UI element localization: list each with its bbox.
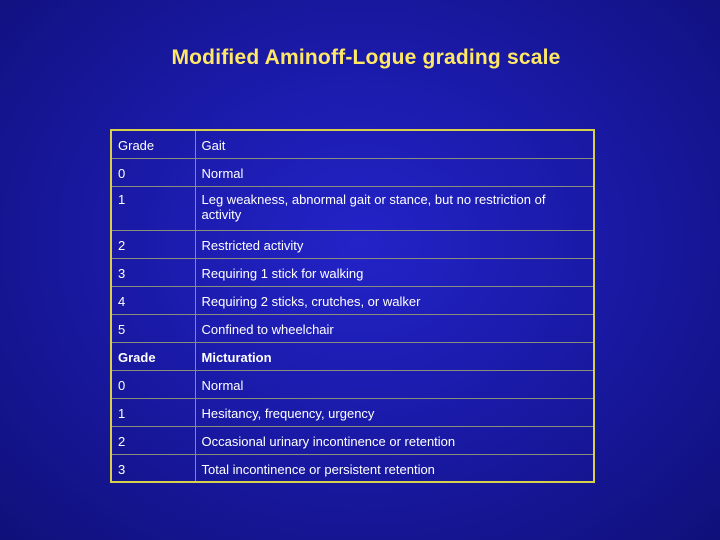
gait-header-cell: Gait bbox=[195, 130, 594, 158]
description-cell: Confined to wheelchair bbox=[195, 314, 594, 342]
grade-cell: 4 bbox=[111, 286, 195, 314]
grade-cell: 0 bbox=[111, 158, 195, 186]
slide-title: Modified Aminoff-Logue grading scale bbox=[171, 46, 561, 69]
description-cell: Normal bbox=[195, 370, 594, 398]
table-row bbox=[111, 314, 594, 342]
description-cell: Total incontinence or persistent retention bbox=[195, 454, 594, 482]
grade-cell: 1 bbox=[111, 398, 195, 426]
description-cell: Leg weakness, abnormal gait or stance, but no restriction of activity bbox=[195, 186, 594, 230]
description-cell: Normal bbox=[195, 158, 594, 186]
table-row bbox=[111, 158, 594, 186]
description-cell: Occasional urinary incontinence or retention bbox=[195, 426, 594, 454]
table-row-gait-header bbox=[111, 130, 594, 158]
grade-cell: 3 bbox=[111, 454, 195, 482]
grade-cell: 1 bbox=[111, 186, 195, 230]
grade-cell: 0 bbox=[111, 370, 195, 398]
grading-scale-table bbox=[110, 129, 595, 483]
table-row bbox=[111, 258, 594, 286]
grade-cell: 3 bbox=[111, 258, 195, 286]
grade-cell: 2 bbox=[111, 426, 195, 454]
description-cell: Restricted activity bbox=[195, 230, 594, 258]
grade-header-cell: Grade bbox=[111, 130, 195, 158]
table-row-micturation-header bbox=[111, 342, 594, 370]
description-cell: Requiring 1 stick for walking bbox=[195, 258, 594, 286]
description-cell: Hesitancy, frequency, urgency bbox=[195, 398, 594, 426]
description-cell: Requiring 2 sticks, crutches, or walker bbox=[195, 286, 594, 314]
table-row bbox=[111, 230, 594, 258]
table-row bbox=[111, 286, 594, 314]
table-row bbox=[111, 454, 594, 482]
micturation-header-cell: Micturation bbox=[195, 342, 594, 370]
table-row bbox=[111, 426, 594, 454]
grade-header-cell: Grade bbox=[111, 342, 195, 370]
table-row bbox=[111, 398, 594, 426]
grade-cell: 5 bbox=[111, 314, 195, 342]
grade-cell: 2 bbox=[111, 230, 195, 258]
table-row bbox=[111, 186, 594, 230]
table-row bbox=[111, 370, 594, 398]
